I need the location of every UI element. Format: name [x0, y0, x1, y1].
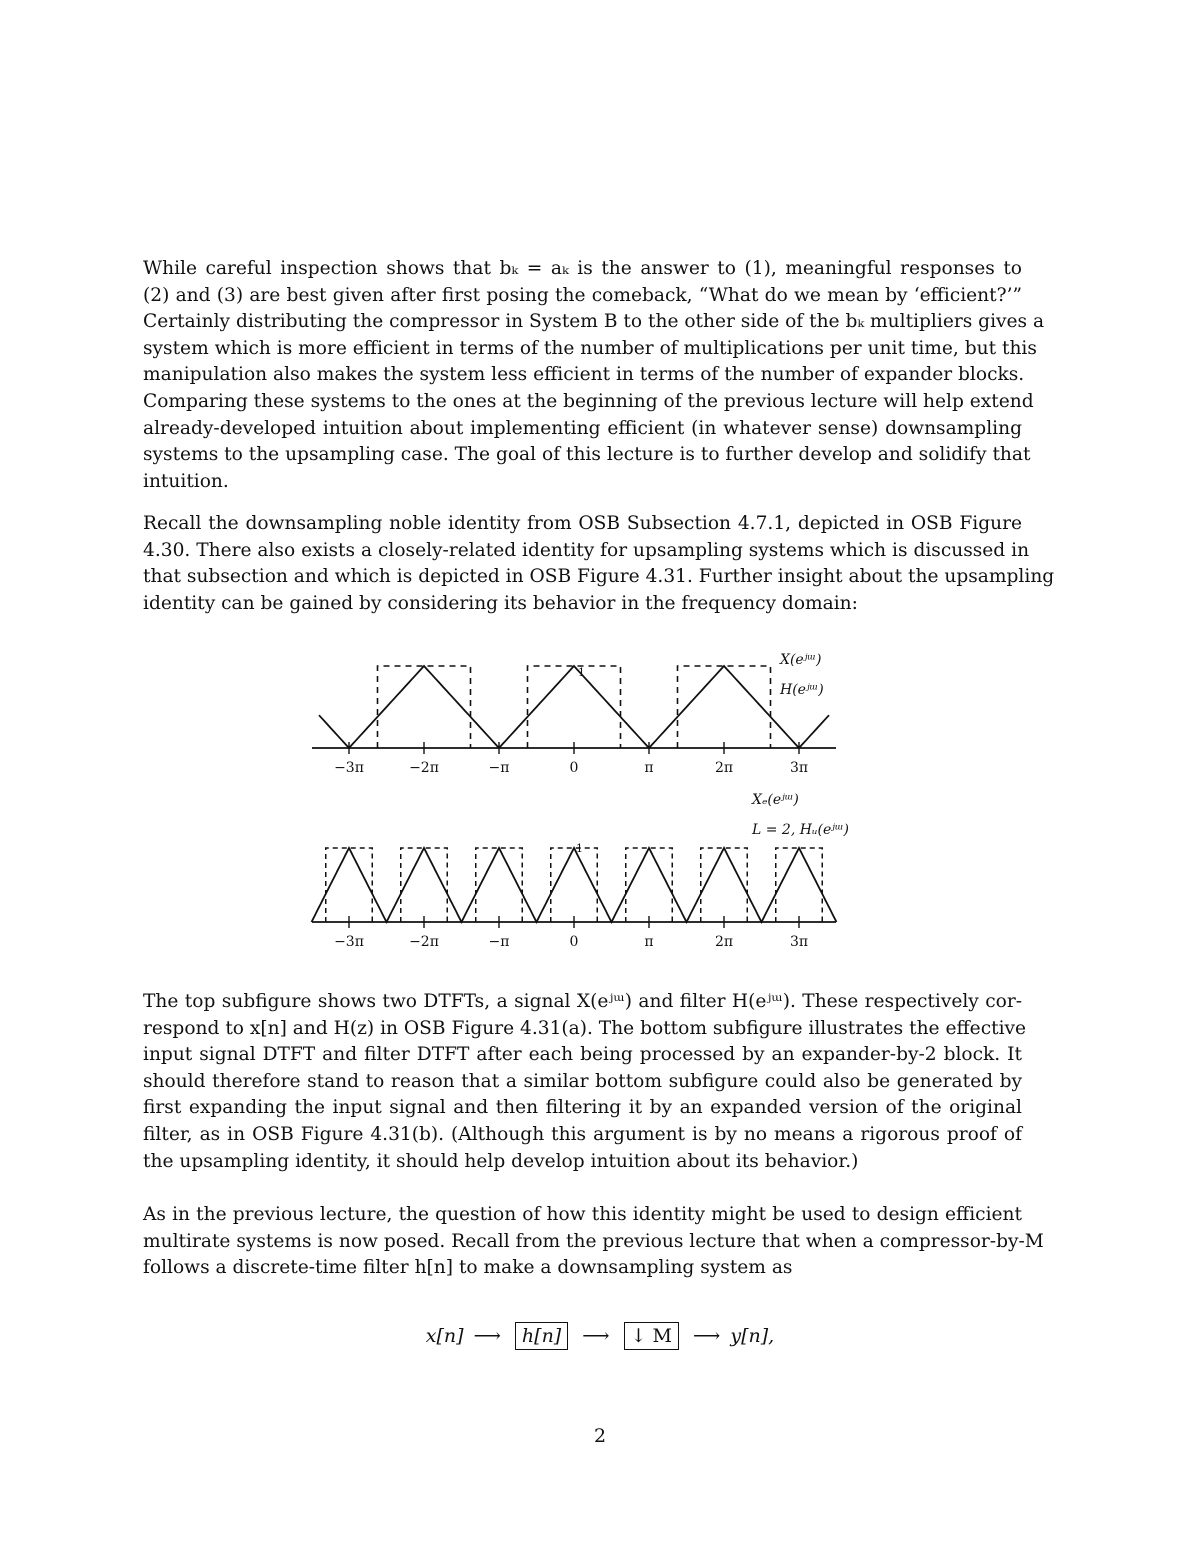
legend-filter: H(eʲᵚ) [780, 682, 824, 698]
tick-label: 2π [714, 760, 734, 776]
text-line: respond to x[n] and H(z) in OSB Figure 4.31(a). The bottom subfigure illustrates the effective [143, 1017, 1027, 1039]
paragraph-explanation [143, 989, 1027, 1175]
legend-signal: X(eʲᵚ) [780, 652, 822, 668]
paragraph-intro [143, 256, 1045, 495]
text-line: should therefore stand to reason that a similar bottom subfigure could also be generated by [143, 1070, 1022, 1092]
text-line: filter, as in OSB Figure 4.31(b). (Although this argument is by no means a rigorous proof of [143, 1123, 1022, 1145]
text-line: The top subfigure shows two DTFTs, a signal X(eʲᵚ) and filter H(eʲᵚ). These respectively cor- [143, 991, 1022, 1012]
text-line: Certainly distributing the compressor in System B to the other side of the bₖ multipliers gives a [143, 311, 1045, 333]
tick-marks [334, 742, 808, 776]
text-line: already-developed intuition about implementing efficient (in whatever sense) downsampling [143, 417, 1022, 439]
text-line: intuition. [143, 470, 229, 492]
tick-label: −2π [409, 760, 439, 776]
expanded-filter-response [326, 848, 823, 922]
tick-label: −π [488, 760, 510, 776]
page-number: 2 [593, 1425, 607, 1447]
compressor-block: ↓ M [624, 1322, 679, 1350]
text-line: 4.30. There also exists a closely-related identity for upsampling systems which is discussed in [143, 539, 1030, 561]
text-line: Recall the downsampling noble identity from OSB Subsection 4.7.1, depicted in OSB Figure [143, 513, 1022, 534]
tick-label: 0 [569, 760, 579, 776]
peak-label: 1 [576, 842, 583, 855]
arrow-icon: ⟶ [473, 1325, 501, 1347]
dtft-figure [300, 640, 900, 960]
block-diagram-equation [0, 1322, 1200, 1350]
text-line: first expanding the input signal and then filtering it by an expanded version of the original [143, 1097, 1022, 1119]
legend-signal: Xₑ(eʲᵚ) [752, 792, 799, 808]
filter-block: h[n] [515, 1322, 568, 1350]
text-line: that subsection and which is depicted in OSB Figure 4.31. Further insight about the upsampling [143, 566, 1055, 588]
top-subfigure [312, 652, 836, 776]
tick-label: 3π [789, 934, 809, 950]
eq-output: y[n], [730, 1325, 775, 1347]
expanded-signal-spectrum [312, 848, 837, 922]
tick-label: π [644, 934, 654, 950]
tick-label: π [644, 760, 654, 776]
text-line: identity can be gained by considering its behavior in the frequency domain: [143, 592, 858, 614]
tick-label: −π [488, 934, 510, 950]
signal-spectrum [319, 666, 829, 748]
tick-label: −2π [409, 934, 439, 950]
peak-label: 1 [578, 666, 585, 679]
bottom-subfigure [312, 792, 850, 950]
tick-label: 0 [569, 934, 579, 950]
legend-filter: L = 2, Hᵤ(eʲᵚ) [752, 822, 850, 838]
text-line: As in the previous lecture, the question of how this identity might be used to design efficient [143, 1204, 1022, 1225]
text-line: input signal DTFT and filter DTFT after each being processed by an expander-by-2 block. It [143, 1044, 1022, 1066]
text-line: While careful inspection shows that bₖ = aₖ is the answer to (1), meaningful responses to [143, 258, 1022, 279]
arrow-icon: ⟶ [582, 1325, 610, 1347]
text-line: system which is more efficient in terms of the number of multiplications per unit time, but this [143, 337, 1037, 359]
text-line: (2) and (3) are best given after first posing the comeback, “What do we mean by ‘efficient?’” [143, 284, 1022, 306]
text-line: multirate systems is now posed. Recall from the previous lecture that when a compressor-by-M [143, 1230, 1044, 1252]
text-line: the upsampling identity, it should help develop intuition about its behavior.) [143, 1150, 859, 1172]
text-line: Comparing these systems to the ones at the beginning of the previous lecture will help extend [143, 390, 1034, 412]
text-line: manipulation also makes the system less efficient in terms of the number of expander blocks. [143, 364, 1025, 386]
tick-marks [334, 916, 808, 950]
paragraph-multirate [143, 1202, 1044, 1282]
arrow-icon: ⟶ [693, 1325, 721, 1347]
paragraph-noble-identity [143, 511, 1055, 617]
eq-input: x[n] [425, 1325, 464, 1347]
tick-label: 2π [714, 934, 734, 950]
text-line: follows a discrete-time filter h[n] to make a downsampling system as [143, 1257, 793, 1279]
tick-label: −3π [334, 934, 364, 950]
tick-label: 3π [789, 760, 809, 776]
tick-label: −3π [334, 760, 364, 776]
text-line: systems to the upsampling case. The goal of this lecture is to further develop and solidify that [143, 444, 1031, 466]
